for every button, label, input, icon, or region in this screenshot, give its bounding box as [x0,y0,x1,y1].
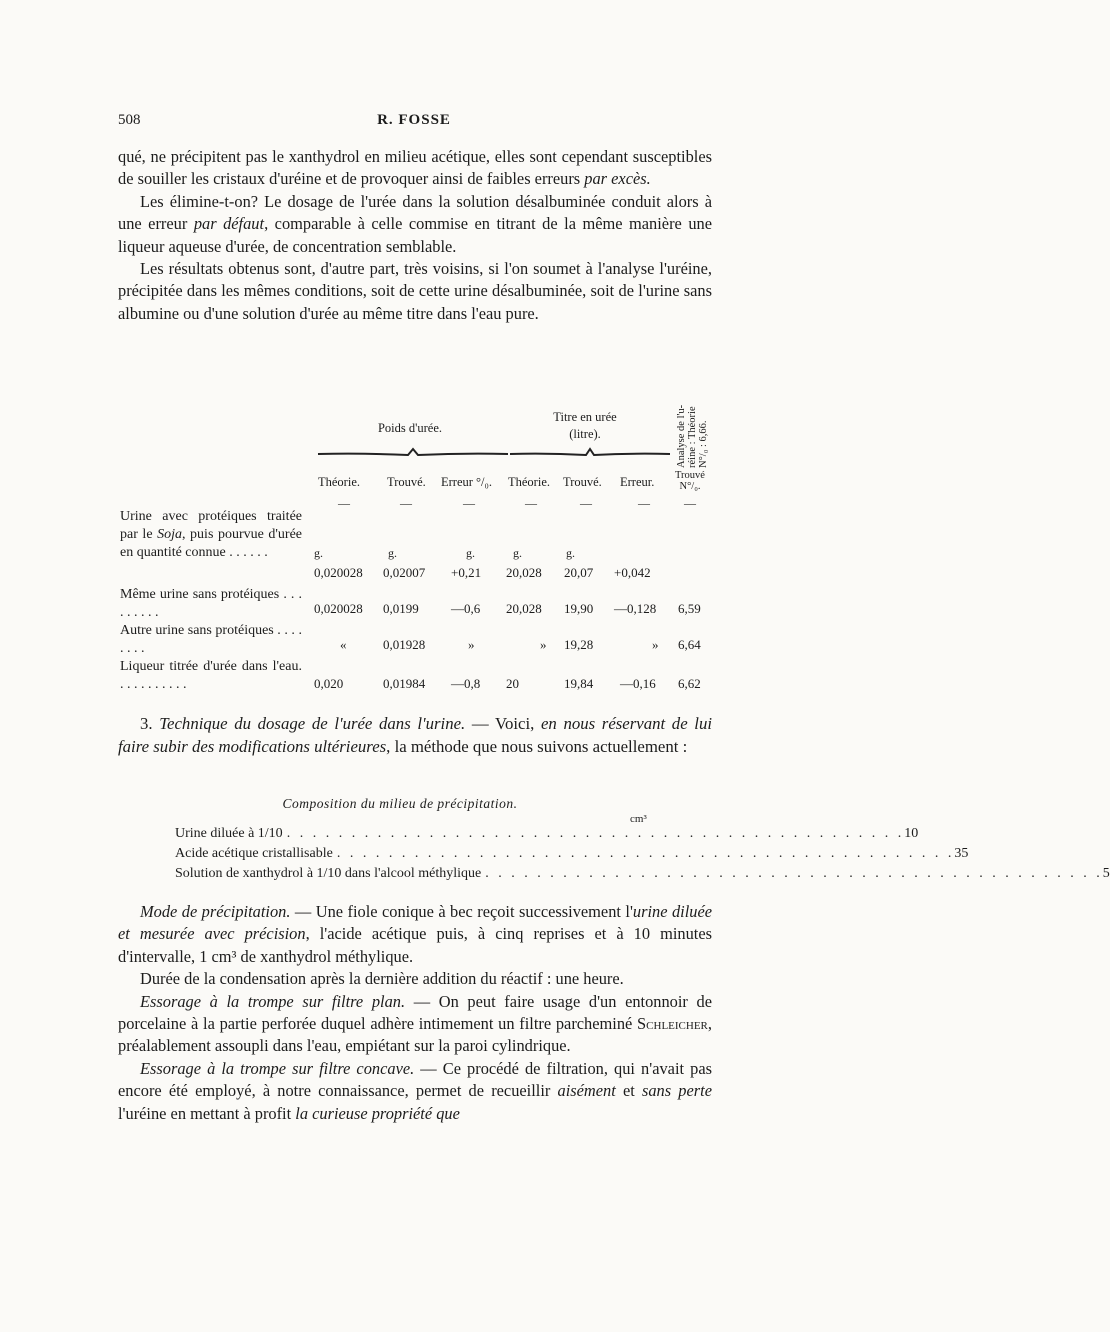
table-cell: +0,21 [451,565,482,580]
trouve-header [672,470,708,492]
table-cell: 0,020028 [314,565,363,580]
column-header: Trouvé. [387,475,426,489]
table-cell: 0,0199 [383,601,419,616]
composition-value: 5 [1102,866,1110,881]
column-header: Théorie. [508,475,550,489]
text-run: 3. [140,714,160,733]
group-header-poids: Poids d'urée. [377,421,443,435]
composition-unit: cm³ [630,813,647,825]
italic-run: Essorage à la trompe sur filtre concave. [140,1058,415,1078]
rotated-header-line: N°/₀ : 6,66. [698,420,709,468]
running-title: R. FOSSE [377,112,451,128]
unit-label: g. [314,546,323,560]
column-header: Erreur °/₀. [441,475,493,489]
paragraph [118,191,712,258]
unit-label: g. [466,546,475,560]
text-run: , comparable à celle commise en titrant de la même manière une liqueur aqueuse d'urée, de concentration semblable. [118,214,712,256]
method-text [118,901,712,1125]
group-header-titre-line: Titre en urée [553,410,617,424]
text-run: — Une fiole conique à bec reçoit successivement l' [290,902,633,921]
unit-label: g. [388,546,397,560]
italic-run: par défaut [193,214,265,234]
text-run: Liqueur titrée d'urée dans l'eau. . . . . . . . . . . [120,659,302,693]
italic-run: Soja [157,527,182,543]
group-header-titre-line: (litre). [569,427,601,441]
table-cell: —0,8 [451,676,481,691]
table-cell: 6,62 [678,676,701,691]
table-cell: » [652,637,659,652]
table-cell: —0,128 [614,601,657,616]
text-run: Autre urine sans protéiques . . . . . . . . [120,623,302,657]
text-run: Les élimine-t-on? Le dosage de l'urée dans la solution désalbuminée conduit alors à une erreur [118,191,712,234]
section-heading [118,712,712,758]
text-run: Durée de la condensation après la dernière addition du réactif : une heure. [140,969,624,989]
text-run: Même urine sans protéiques . . . . . . . . . [120,587,302,621]
brace-titre [510,447,670,457]
italic-run: Essorage à la trompe sur filtre plan. [140,991,406,1011]
page-number: 508 [118,112,141,128]
italic-run: Technique du dosage de l'urée dans l'urine. [159,714,466,733]
table-cell: 0,02007 [383,565,426,580]
unit-label: g. [513,546,522,560]
table-cell: 6,64 [678,637,701,652]
table-cell: 20 [506,676,519,691]
italic-run: la curieuse propriété que [295,1103,460,1123]
text-run: Les résultats obtenus sont, d'autre part, très voisins, si l'on soumet à l'analyse l'uréine, précipitée dans les mêmes conditions, soit de cette urine désalbuminée, soit de l'urine sans albumine ou d'une solution d'urée au même titre dans l'eau pure. [118,259,712,323]
table-cell: 20,028 [506,565,542,580]
brace-poids [318,447,508,457]
table-cell: —0,16 [620,676,656,691]
composition-title: Composition du milieu de précipitation. [282,796,518,811]
text-run: , la méthode que nous suivons actuellement : [386,737,688,756]
table-cell: +0,042 [614,565,651,580]
composition-row [175,826,919,842]
column-header: Théorie. [318,475,360,489]
table-cell: 0,01928 [383,637,426,652]
table-cell: » [540,637,547,652]
rule-dash: — [638,496,650,510]
composition-row [175,846,969,862]
composition-row [175,866,1110,882]
section-3-heading [118,712,712,758]
italic-run: sans perte [641,1081,712,1101]
paragraph [118,1058,712,1125]
table-cell: 19,84 [564,676,594,691]
table-cell: « [340,637,347,652]
text-run: , préalablement assoupli dans l'eau, empiétant sur la paroi cylindrique. [118,1014,712,1056]
italic-run: Mode de précipitation. [140,902,291,921]
text-run: Urine avec protéiques traitée par le [120,509,302,543]
trouve-header-line: N°/₀. [679,481,701,492]
paragraph [118,146,712,191]
table-cell: 6,59 [678,601,701,616]
text-run: qué, ne précipitent pas le xanthydrol en milieu acétique, elles sont cependant susceptibles de souiller les cristaux d'uréine et de provoquer ainsi de faibles erreurs [118,147,712,189]
paragraph [118,968,712,990]
text-run: , l'acide acétique puis, à cinq reprises et à 10 minutes d'intervalle, 1 cm³ de xanthydrol méthylique. [118,924,712,966]
text-run: — Ce procédé de filtration, qui n'avait pas encore été employé, à notre connaissance, permet de recueillir [118,1058,712,1101]
rule-dash: — [400,496,412,510]
italic-run: en nous réservant de lui faire subir des modifications ultérieures [118,714,713,756]
table-row-label [120,658,302,694]
italic-run: par excès. [584,169,651,189]
leader-dots: . . . . . . . . . . . . . . . . . . . . . . . . . . . . . . . . . . . . . . . . . . . . . . . . [485,866,1103,881]
rotated-header-line: Analyse de l'u- [676,404,687,468]
rule-dash: — [580,496,592,510]
composition-value: 10 [904,826,919,841]
table-cell: 20,028 [506,601,542,616]
composition-label: Urine diluée à 1/10 [175,826,283,841]
composition-label: Solution de xanthydrol à 1/10 dans l'alcool méthylique [175,866,482,881]
intro-text [118,146,712,325]
column-header: Erreur. [620,475,655,489]
text-run: Schleicher [637,1014,708,1034]
running-head [118,112,710,134]
table-row-label [120,586,302,622]
text-run: — On peut faire usage d'un entonnoir de porcelaine à la partie perforée duquel adhère intimement un filtre parcheminé [118,991,712,1034]
table-row-label [120,622,302,658]
rotated-header-line: réine : Théorie [687,406,698,468]
rule-dash: — [525,496,537,510]
table-cell: 0,020 [314,676,344,691]
unit-label: g. [566,546,575,560]
table-cell: 19,28 [564,637,594,652]
text-run: , puis pourvue d'urée en quantité connue . . . . . . [120,527,303,561]
paragraph [118,258,712,325]
trouve-header-line: Trouvé [675,470,705,481]
text-run: — Voici, [465,714,541,733]
table-cell: 19,90 [564,601,594,616]
table-cell: 0,020028 [314,601,363,616]
leader-dots: . . . . . . . . . . . . . . . . . . . . . . . . . . . . . . . . . . . . . . . . . . . . . . . . [336,846,955,861]
italic-run: aisément [557,1081,616,1101]
table-cell: 0,01984 [383,676,426,691]
composition-label: Acide acétique cristallisable [175,846,333,861]
paragraph [118,991,712,1058]
table-row-label [120,508,302,563]
rule-dash: — [684,496,696,510]
table-cell: 20,07 [564,565,594,580]
column-header: Trouvé. [563,475,602,489]
table-cell: —0,6 [451,601,481,616]
italic-run: urine diluée et mesurée avec précision [118,902,712,944]
text-run: l'uréine en mettant à profit [118,1103,296,1123]
leader-dots: . . . . . . . . . . . . . . . . . . . . . . . . . . . . . . . . . . . . . . . . . . . . . . . . [286,826,905,841]
composition-value: 35 [954,846,969,861]
rule-dash: — [463,496,475,510]
table-cell: » [468,637,475,652]
paragraph [118,901,712,968]
text-run: et [615,1081,642,1101]
group-header-titre [530,409,640,443]
rotated-header [676,405,709,468]
rule-dash: — [338,496,350,510]
